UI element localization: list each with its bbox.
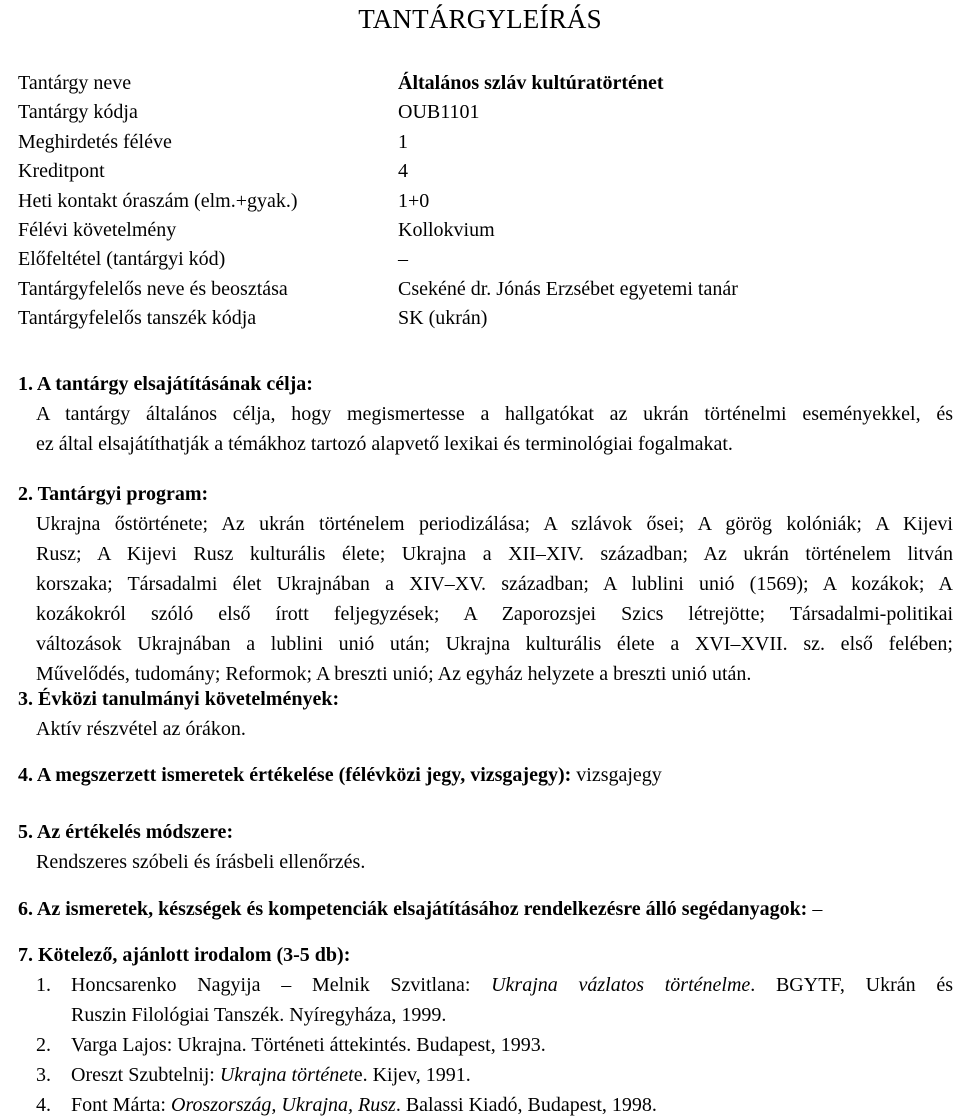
- reference-line: [71, 970, 953, 1000]
- section-objective: [18, 369, 953, 459]
- section-body: [18, 399, 953, 459]
- section-requirements: [18, 684, 953, 744]
- info-value: 1+0: [398, 189, 430, 212]
- list-item: [18, 970, 953, 1030]
- list-item: [18, 1060, 953, 1090]
- section-literature: [18, 940, 953, 1120]
- info-label: Tantárgyfelelős tanszék kódja: [18, 307, 257, 330]
- info-row-credits: [18, 157, 918, 186]
- list-item: [18, 1090, 953, 1120]
- section-assessment: [18, 760, 953, 790]
- section-heading: 2. Tantárgyi program:: [18, 483, 209, 505]
- info-label: Tantárgy neve: [18, 72, 132, 94]
- section-heading: [18, 894, 953, 924]
- section-program: [18, 479, 953, 689]
- list-number: 3.: [36, 1064, 51, 1086]
- text-line: Rendszeres szóbeli és írásbeli ellenőrzés.: [36, 851, 366, 873]
- text-line: kozákokról szóló első írott feljegyzések; A Zaporozsjei Szics létrejötte; Társadalmi-politikai: [36, 603, 953, 625]
- section-heading-text: 6. Az ismeretek, készségek és kompetenciák elsajátításához rendelkezésre álló segédanyagok:: [18, 898, 808, 920]
- info-value: Csekéné dr. Jónás Erzsébet egyetemi tanár: [398, 277, 738, 300]
- info-row-department: [18, 304, 918, 333]
- info-row-prerequisite: [18, 245, 918, 274]
- materials-value: –: [812, 898, 823, 920]
- info-label: Előfeltétel (tantárgyi kód): [18, 248, 226, 271]
- info-label: Tantárgy kódja: [18, 101, 138, 124]
- info-value: 1: [398, 130, 408, 153]
- info-row-weekly-hours: [18, 187, 918, 216]
- section-body: [18, 509, 953, 689]
- section-heading: 1. A tantárgy elsajátításának célja:: [18, 373, 313, 395]
- text-line: Aktív részvétel az órákon.: [36, 718, 246, 740]
- section-body: [18, 847, 953, 877]
- info-row-responsible: [18, 275, 918, 304]
- list-item: [18, 1030, 953, 1060]
- reference-list: [18, 970, 953, 1120]
- reference-line: Ruszin Filológiai Tanszék. Nyíregyháza, 1999.: [71, 1004, 447, 1026]
- section-materials: [18, 894, 953, 924]
- info-row-course-code: [18, 98, 918, 127]
- section-heading: 3. Évközi tanulmányi követelmények:: [18, 688, 340, 710]
- info-label: Kreditpont: [18, 160, 105, 183]
- info-value: 4: [398, 160, 408, 183]
- text-line: Művelődés, tudomány; Reformok; A breszti unió; Az egyház helyzete a breszti unió után.: [36, 663, 752, 685]
- reference-title: Ukrajna történet: [219, 1064, 354, 1086]
- section-method: [18, 817, 953, 877]
- info-label: Meghirdetés féléve: [18, 130, 172, 153]
- section-heading: [18, 760, 953, 790]
- info-label: Tantárgyfelelős neve és beosztása: [18, 277, 288, 300]
- section-heading-text: 4. A megszerzett ismeretek értékelése (félévközi jegy, vizsgajegy):: [18, 764, 572, 786]
- list-number: 1.: [36, 974, 51, 996]
- text-line: változások Ukrajnában a lublini unió után; Ukrajna kulturális élete a XVI–XVII. sz. első felében;: [36, 633, 953, 655]
- info-value: Általános szláv kultúratörténet: [398, 72, 664, 94]
- text-line: Rusz; A Kijevi Rusz kulturális élete; Ukrajna a XII–XIV. században; Az ukrán történelem litván: [36, 543, 953, 565]
- reference-author: Varga Lajos: Ukrajna. Történeti áttekintés. Budapest, 1993.: [71, 1034, 546, 1056]
- reference-author: Oreszt Szubtelnij:: [71, 1064, 220, 1086]
- section-heading: 7. Kötelező, ajánlott irodalom (3-5 db):: [18, 944, 351, 966]
- text-line: korszaka; Társadalmi élet Ukrajnában a XIV–XV. században; A lublini unió (1569); A kozákok; A: [36, 573, 953, 595]
- info-row-course-name: [18, 69, 918, 98]
- reference-title: Oroszország, Ukrajna, Rusz: [171, 1094, 396, 1116]
- info-label: Félévi követelmény: [18, 218, 177, 241]
- assessment-value: vizsgajegy: [576, 764, 662, 786]
- reference-rest: . Balassi Kiadó, Budapest, 1998.: [395, 1094, 657, 1116]
- info-row-semester: [18, 128, 918, 157]
- reference-rest: e. Kijev, 1991.: [353, 1064, 471, 1086]
- reference-title: Ukrajna vázlatos történelme: [491, 974, 751, 996]
- course-info-table: [18, 69, 918, 334]
- text-line: ez által elsajátíthatják a témákhoz tartozó alapvető lexikai és terminológiai fogalmakat.: [36, 433, 733, 455]
- info-label: Heti kontakt óraszám (elm.+gyak.): [18, 189, 298, 212]
- list-number: 2.: [36, 1034, 51, 1056]
- info-value: OUB1101: [398, 101, 480, 124]
- list-number: 4.: [36, 1094, 51, 1116]
- reference-author: Font Márta:: [71, 1094, 171, 1116]
- reference-author: Honcsarenko Nagyija – Melnik Szvitlana:: [71, 974, 492, 996]
- page-title: TANTÁRGYLEÍRÁS: [358, 4, 602, 34]
- info-value: –: [398, 248, 408, 271]
- info-row-requirement: [18, 216, 918, 245]
- info-value: SK (ukrán): [398, 307, 488, 330]
- text-line: A tantárgy általános célja, hogy megismertesse a hallgatókat az ukrán történelmi eseményekkel, és: [36, 403, 953, 425]
- section-body: [18, 714, 953, 744]
- info-value: Kollokvium: [398, 218, 495, 241]
- section-heading: 5. Az értékelés módszere:: [18, 821, 234, 843]
- reference-rest: . BGYTF, Ukrán és: [750, 974, 953, 996]
- text-line: Ukrajna őstörténete; Az ukrán történelem periodizálása; A szlávok ősei; A görög kolóniák; A Kijevi: [36, 513, 953, 535]
